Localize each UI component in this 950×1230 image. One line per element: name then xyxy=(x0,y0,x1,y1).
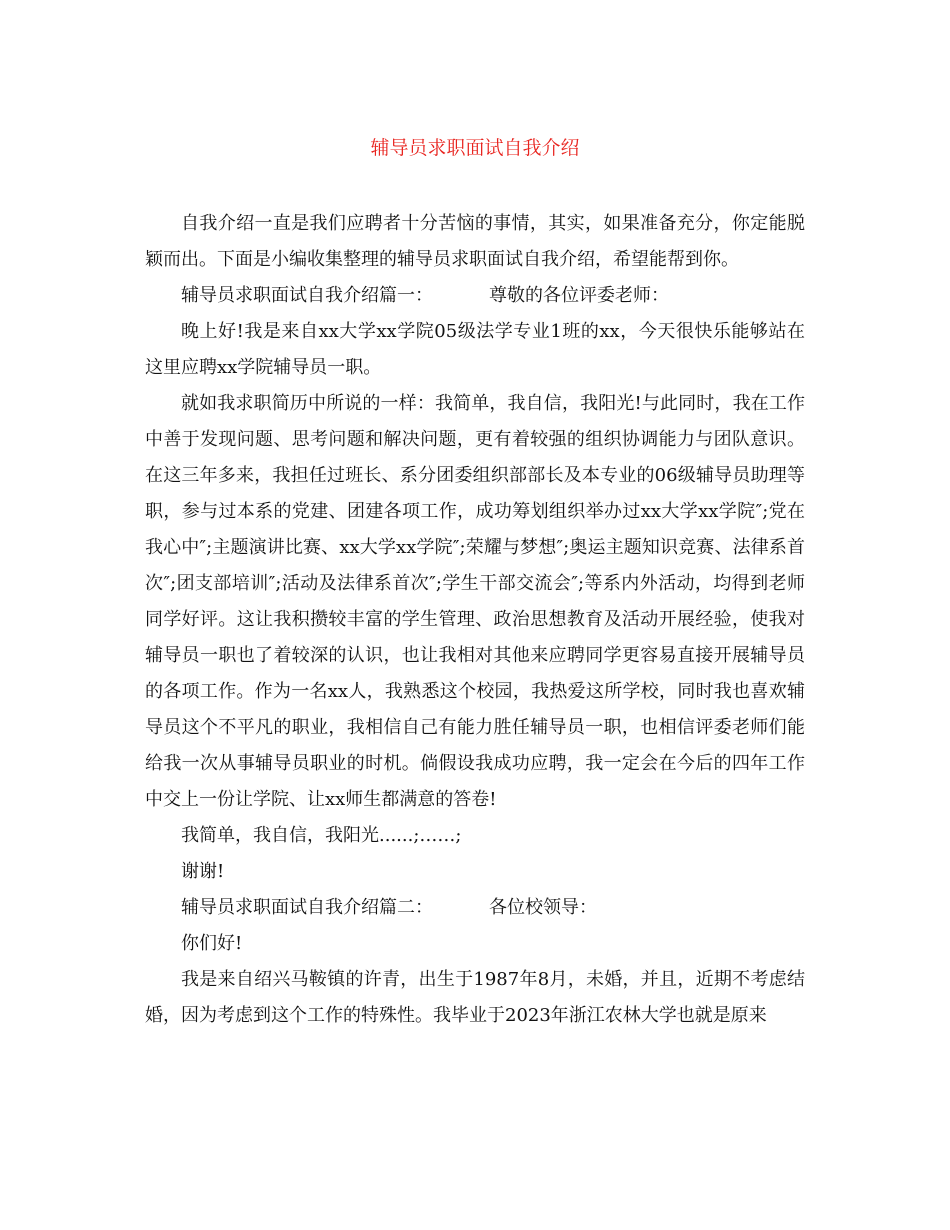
document-title: 辅导员求职面试自我介绍 xyxy=(370,137,580,159)
section-two-heading xyxy=(145,890,805,926)
hello-paragraph: 你们好! xyxy=(181,933,243,954)
greeting-paragraph: 晚上好!我是来自xx大学xx学院05级法学专业1班的xx，今天很快乐能够站在这里应聘xx学院辅导员一职。 xyxy=(145,321,805,378)
document-page xyxy=(145,130,805,1034)
section-two-title: 辅导员求职面试自我介绍篇二： xyxy=(181,897,433,918)
body-paragraph: 就如我求职简历中所说的一样：我简单，我自信，我阳光!与此同时，我在工作中善于发现问题、思考问题和解决问题，更有着较强的组织协调能力与团队意识。在这三年多来，我担任过班长、系分团委组织部部长及本专业的06级辅导员助理等职，参与过本系的党建、团建各项工作，成功筹划组织举办过xx大学xx学院″;党在我心中″;主题演讲比赛、xx大学xx学院″;荣耀与梦想″;奥运主题知识竞赛、法律系首次″;团支部培训″;活动及法律系首次″;学生干部交流会″;等系内外活动，均得到老师同学好评。这让我积攒较丰富的学生管理、政治思想教育及活动开展经验，使我对辅导员一职也了着较深的认识，也让我相对其他来应聘同学更容易直接开展辅导员的各项工作。作为一名xx人，我熟悉这个校园，我热爱这所学校，同时我也喜欢辅导员这个不平凡的职业，我相信自己有能力胜任辅导员一职，也相信评委老师们能给我一次从事辅导员职业的时机。倘假设我成功应聘，我一定会在今后的四年工作中交上一份让学院、让xx师生都满意的答卷! xyxy=(145,393,805,810)
section-one-salutation: 尊敬的各位评委老师： xyxy=(489,285,669,306)
self-intro-paragraph: 我是来自绍兴马鞍镇的许青，出生于1987年8月，未婚，并且，近期不考虑结婚，因为考虑到这个工作的特殊性。我毕业于2023年浙江农林大学也就是原来 xyxy=(145,969,805,1026)
section-two-salutation: 各位校领导： xyxy=(489,897,597,918)
thanks-paragraph: 谢谢! xyxy=(181,861,225,882)
section-one-heading xyxy=(145,278,805,314)
section-one-title: 辅导员求职面试自我介绍篇一： xyxy=(181,285,433,306)
intro-paragraph: 自我介绍一直是我们应聘者十分苦恼的事情，其实，如果准备充分，你定能脱颖而出。下面是小编收集整理的辅导员求职面试自我介绍，希望能帮到你。 xyxy=(145,213,805,270)
motto-paragraph: 我简单，我自信，我阳光......;……; xyxy=(181,825,462,846)
